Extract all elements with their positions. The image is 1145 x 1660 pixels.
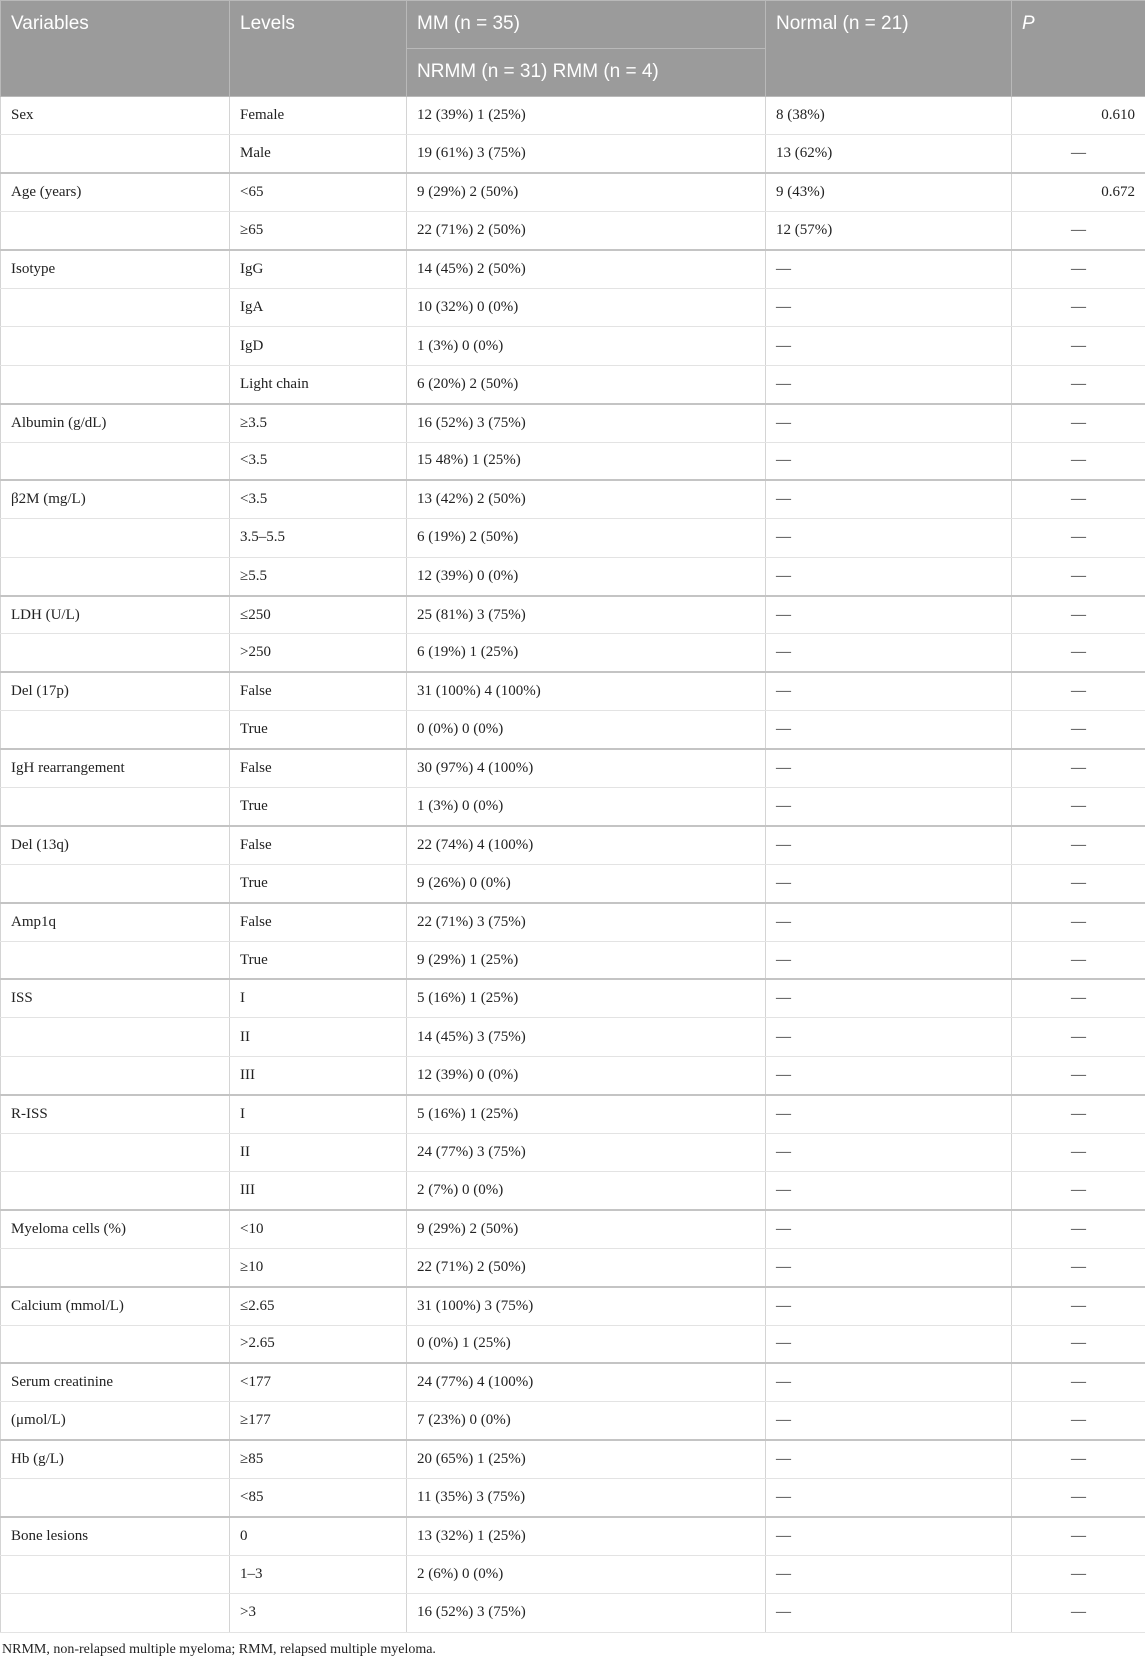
cell-p: — (1012, 1402, 1145, 1440)
table-row (1, 826, 1145, 864)
table-row (1, 903, 1145, 941)
table-row (1, 749, 1145, 787)
cell-normal: — (766, 250, 1012, 288)
table-row (1, 1210, 1145, 1248)
header-p: P (1012, 1, 1145, 97)
cell-p: — (1012, 480, 1145, 518)
cell-level: ≥5.5 (230, 557, 407, 595)
cell-level: False (230, 903, 407, 941)
cell-mm: 14 (45%) 2 (50%) (407, 250, 766, 288)
cell-normal: — (766, 711, 1012, 749)
cell-normal: — (766, 903, 1012, 941)
cell-level: I (230, 1095, 407, 1133)
cell-variable (1, 1594, 230, 1632)
cell-normal: — (766, 1402, 1012, 1440)
cell-normal: — (766, 941, 1012, 979)
table-row (1, 442, 1145, 480)
cell-variable (1, 288, 230, 326)
cell-normal: — (766, 826, 1012, 864)
cell-level: Male (230, 135, 407, 173)
cell-p: — (1012, 634, 1145, 672)
cell-normal: 8 (38%) (766, 97, 1012, 135)
cell-variable (1, 1479, 230, 1517)
cell-level: IgD (230, 327, 407, 365)
cell-p: — (1012, 327, 1145, 365)
cell-mm: 5 (16%) 1 (25%) (407, 1095, 766, 1133)
table-row (1, 1095, 1145, 1133)
table-row (1, 97, 1145, 135)
cell-p: — (1012, 711, 1145, 749)
cell-normal: — (766, 1133, 1012, 1171)
cell-p: — (1012, 979, 1145, 1017)
cell-variable (1, 788, 230, 826)
cell-normal: — (766, 404, 1012, 442)
cell-variable: Bone lesions (1, 1517, 230, 1555)
cell-variable: Amp1q (1, 903, 230, 941)
cell-normal: — (766, 1287, 1012, 1325)
table-row (1, 1517, 1145, 1555)
cell-mm: 0 (0%) 1 (25%) (407, 1325, 766, 1363)
cell-p: — (1012, 941, 1145, 979)
cell-mm: 12 (39%) 0 (0%) (407, 1056, 766, 1094)
cell-level: >250 (230, 634, 407, 672)
table-footnote: NRMM, non-relapsed multiple myeloma; RMM, relapsed multiple myeloma. (2, 1642, 436, 1657)
cell-mm: 1 (3%) 0 (0%) (407, 327, 766, 365)
cell-variable: Sex (1, 97, 230, 135)
cell-variable: Myeloma cells (%) (1, 1210, 230, 1248)
cell-variable: Isotype (1, 250, 230, 288)
cell-variable (1, 1555, 230, 1593)
cell-p: — (1012, 135, 1145, 173)
cell-variable (1, 519, 230, 557)
table-row (1, 1171, 1145, 1209)
cell-mm: 9 (29%) 2 (50%) (407, 173, 766, 211)
cell-mm: 2 (7%) 0 (0%) (407, 1171, 766, 1209)
cell-mm: 6 (19%) 2 (50%) (407, 519, 766, 557)
cell-p: — (1012, 788, 1145, 826)
cell-variable: LDH (U/L) (1, 596, 230, 634)
cell-level: <10 (230, 1210, 407, 1248)
cell-mm: 1 (3%) 0 (0%) (407, 788, 766, 826)
cell-mm: 25 (81%) 3 (75%) (407, 596, 766, 634)
table-row (1, 864, 1145, 902)
cell-variable (1, 212, 230, 250)
cell-normal: — (766, 442, 1012, 480)
cell-p: 0.672 (1012, 173, 1145, 211)
cell-mm: 9 (26%) 0 (0%) (407, 864, 766, 902)
cell-level: <177 (230, 1363, 407, 1401)
table-row (1, 1402, 1145, 1440)
cell-variable: Hb (g/L) (1, 1440, 230, 1478)
cell-normal: — (766, 1479, 1012, 1517)
cell-p: — (1012, 826, 1145, 864)
cell-variable (1, 327, 230, 365)
table-row (1, 404, 1145, 442)
table-row (1, 1555, 1145, 1593)
cell-mm: 7 (23%) 0 (0%) (407, 1402, 766, 1440)
cell-normal: — (766, 1210, 1012, 1248)
table-row (1, 1325, 1145, 1363)
cell-level: >3 (230, 1594, 407, 1632)
cell-normal: — (766, 1363, 1012, 1401)
table-row (1, 250, 1145, 288)
cell-level: II (230, 1018, 407, 1056)
cell-normal: — (766, 480, 1012, 518)
cell-p: — (1012, 212, 1145, 250)
cell-mm: 16 (52%) 3 (75%) (407, 1594, 766, 1632)
cell-variable (1, 1133, 230, 1171)
cell-variable: Albumin (g/dL) (1, 404, 230, 442)
cell-p: — (1012, 596, 1145, 634)
cell-p: — (1012, 1133, 1145, 1171)
cell-mm: 13 (42%) 2 (50%) (407, 480, 766, 518)
cell-normal: — (766, 634, 1012, 672)
cell-variable: Del (17p) (1, 672, 230, 710)
cell-normal: — (766, 557, 1012, 595)
cell-mm: 12 (39%) 1 (25%) (407, 97, 766, 135)
cell-normal: — (766, 1248, 1012, 1286)
cell-variable: Serum creatinine (1, 1363, 230, 1401)
cell-level: False (230, 672, 407, 710)
table-row (1, 979, 1145, 1017)
cell-level: I (230, 979, 407, 1017)
cell-level: ≤250 (230, 596, 407, 634)
cell-normal: 12 (57%) (766, 212, 1012, 250)
cell-normal: — (766, 1594, 1012, 1632)
cell-variable: IgH rearrangement (1, 749, 230, 787)
table-row (1, 1018, 1145, 1056)
cell-level: <85 (230, 1479, 407, 1517)
cell-level: <3.5 (230, 442, 407, 480)
cell-level: III (230, 1056, 407, 1094)
cell-level: True (230, 941, 407, 979)
cell-p: — (1012, 1325, 1145, 1363)
cell-level: 0 (230, 1517, 407, 1555)
cell-mm: 12 (39%) 0 (0%) (407, 557, 766, 595)
cell-variable (1, 1018, 230, 1056)
cell-normal: 9 (43%) (766, 173, 1012, 211)
cell-level: False (230, 826, 407, 864)
cell-variable: Age (years) (1, 173, 230, 211)
cell-p: — (1012, 250, 1145, 288)
cell-level: True (230, 864, 407, 902)
cell-normal: — (766, 1171, 1012, 1209)
cell-p: — (1012, 1440, 1145, 1478)
cell-mm: 13 (32%) 1 (25%) (407, 1517, 766, 1555)
cell-p: — (1012, 1210, 1145, 1248)
cell-level: ≥65 (230, 212, 407, 250)
cell-mm: 31 (100%) 4 (100%) (407, 672, 766, 710)
cell-p: — (1012, 1171, 1145, 1209)
cell-normal: — (766, 365, 1012, 403)
cell-mm: 15 48%) 1 (25%) (407, 442, 766, 480)
table-row (1, 480, 1145, 518)
cell-p: — (1012, 749, 1145, 787)
cell-normal: — (766, 327, 1012, 365)
cell-p: — (1012, 557, 1145, 595)
cell-mm: 16 (52%) 3 (75%) (407, 404, 766, 442)
cell-p: — (1012, 1363, 1145, 1401)
cell-variable: R-ISS (1, 1095, 230, 1133)
table-row (1, 672, 1145, 710)
cell-level: 3.5–5.5 (230, 519, 407, 557)
cell-variable: ISS (1, 979, 230, 1017)
header-normal: Normal (n = 21) (766, 1, 1012, 97)
cell-p: — (1012, 1517, 1145, 1555)
cell-mm: 11 (35%) 3 (75%) (407, 1479, 766, 1517)
cell-normal: — (766, 519, 1012, 557)
header-levels: Levels (230, 1, 407, 97)
cell-mm: 2 (6%) 0 (0%) (407, 1555, 766, 1593)
cell-p: — (1012, 365, 1145, 403)
cell-mm: 31 (100%) 3 (75%) (407, 1287, 766, 1325)
cell-mm: 22 (74%) 4 (100%) (407, 826, 766, 864)
cell-level: <3.5 (230, 480, 407, 518)
cell-level: II (230, 1133, 407, 1171)
cell-variable (1, 557, 230, 595)
cell-level: True (230, 788, 407, 826)
table-row (1, 634, 1145, 672)
cell-p: — (1012, 404, 1145, 442)
cell-mm: 6 (19%) 1 (25%) (407, 634, 766, 672)
cell-variable (1, 941, 230, 979)
cell-normal: — (766, 1517, 1012, 1555)
cell-mm: 20 (65%) 1 (25%) (407, 1440, 766, 1478)
cell-mm: 19 (61%) 3 (75%) (407, 135, 766, 173)
cell-p: — (1012, 1479, 1145, 1517)
table-row (1, 1287, 1145, 1325)
table-row (1, 1056, 1145, 1094)
cell-variable (1, 634, 230, 672)
cell-level: III (230, 1171, 407, 1209)
cell-normal: — (766, 1056, 1012, 1094)
cell-variable: Calcium (mmol/L) (1, 1287, 230, 1325)
cell-variable: β2M (mg/L) (1, 480, 230, 518)
table-row (1, 135, 1145, 173)
cell-normal: — (766, 1555, 1012, 1593)
cell-variable: (μmol/L) (1, 1402, 230, 1440)
cell-normal: — (766, 864, 1012, 902)
table-row (1, 1440, 1145, 1478)
header-mm: MM (n = 35) (407, 1, 766, 49)
cell-mm: 9 (29%) 2 (50%) (407, 1210, 766, 1248)
table-row (1, 788, 1145, 826)
cell-p: — (1012, 864, 1145, 902)
cell-level: >2.65 (230, 1325, 407, 1363)
cell-level: Female (230, 97, 407, 135)
cell-mm: 24 (77%) 3 (75%) (407, 1133, 766, 1171)
cell-level: <65 (230, 173, 407, 211)
cell-normal: 13 (62%) (766, 135, 1012, 173)
cell-normal: — (766, 672, 1012, 710)
cell-variable (1, 1171, 230, 1209)
cell-p: — (1012, 519, 1145, 557)
header-subgroups: NRMM (n = 31) RMM (n = 4) (407, 49, 766, 97)
cell-p: — (1012, 1095, 1145, 1133)
table-row (1, 519, 1145, 557)
cell-normal: — (766, 979, 1012, 1017)
cell-p: — (1012, 672, 1145, 710)
cell-p: — (1012, 288, 1145, 326)
cell-level: ≤2.65 (230, 1287, 407, 1325)
cell-p: — (1012, 1555, 1145, 1593)
table-header (1, 1, 1145, 97)
cell-level: ≥3.5 (230, 404, 407, 442)
cell-variable (1, 1248, 230, 1286)
cell-variable (1, 1325, 230, 1363)
cell-level: Light chain (230, 365, 407, 403)
table-row (1, 1363, 1145, 1401)
table-row (1, 711, 1145, 749)
table-row (1, 1594, 1145, 1632)
table-row (1, 1248, 1145, 1286)
table-body (1, 97, 1145, 1633)
cell-mm: 6 (20%) 2 (50%) (407, 365, 766, 403)
cell-mm: 0 (0%) 0 (0%) (407, 711, 766, 749)
cell-level: ≥10 (230, 1248, 407, 1286)
cell-normal: — (766, 288, 1012, 326)
cell-normal: — (766, 1095, 1012, 1133)
table-row (1, 327, 1145, 365)
header-variables: Variables (1, 1, 230, 97)
table-row (1, 941, 1145, 979)
table-row (1, 596, 1145, 634)
cell-normal: — (766, 1440, 1012, 1478)
cell-level: ≥177 (230, 1402, 407, 1440)
cell-level: False (230, 749, 407, 787)
cell-mm: 22 (71%) 2 (50%) (407, 1248, 766, 1286)
cell-p: — (1012, 442, 1145, 480)
cell-p: — (1012, 1018, 1145, 1056)
cell-normal: — (766, 596, 1012, 634)
cell-mm: 22 (71%) 3 (75%) (407, 903, 766, 941)
cell-mm: 30 (97%) 4 (100%) (407, 749, 766, 787)
cell-level: 1–3 (230, 1555, 407, 1593)
cell-level: True (230, 711, 407, 749)
cell-p: — (1012, 1248, 1145, 1286)
cell-variable (1, 864, 230, 902)
table-row (1, 173, 1145, 211)
table-row (1, 365, 1145, 403)
cell-normal: — (766, 1325, 1012, 1363)
cell-p: — (1012, 903, 1145, 941)
cell-mm: 10 (32%) 0 (0%) (407, 288, 766, 326)
cell-mm: 22 (71%) 2 (50%) (407, 212, 766, 250)
table-row (1, 288, 1145, 326)
cell-p: — (1012, 1056, 1145, 1094)
cell-normal: — (766, 749, 1012, 787)
cell-p: — (1012, 1287, 1145, 1325)
table-row (1, 212, 1145, 250)
table-row (1, 557, 1145, 595)
cell-level: IgA (230, 288, 407, 326)
cell-variable (1, 1056, 230, 1094)
cell-mm: 9 (29%) 1 (25%) (407, 941, 766, 979)
cell-mm: 24 (77%) 4 (100%) (407, 1363, 766, 1401)
cell-variable (1, 365, 230, 403)
cell-mm: 14 (45%) 3 (75%) (407, 1018, 766, 1056)
table-row (1, 1133, 1145, 1171)
table-row (1, 1479, 1145, 1517)
cell-level: ≥85 (230, 1440, 407, 1478)
cell-mm: 5 (16%) 1 (25%) (407, 979, 766, 1017)
cell-p: — (1012, 1594, 1145, 1632)
cell-p: 0.610 (1012, 97, 1145, 135)
cell-variable (1, 711, 230, 749)
cell-variable (1, 135, 230, 173)
cell-level: IgG (230, 250, 407, 288)
cell-normal: — (766, 788, 1012, 826)
cell-normal: — (766, 1018, 1012, 1056)
cell-variable: Del (13q) (1, 826, 230, 864)
cell-variable (1, 442, 230, 480)
